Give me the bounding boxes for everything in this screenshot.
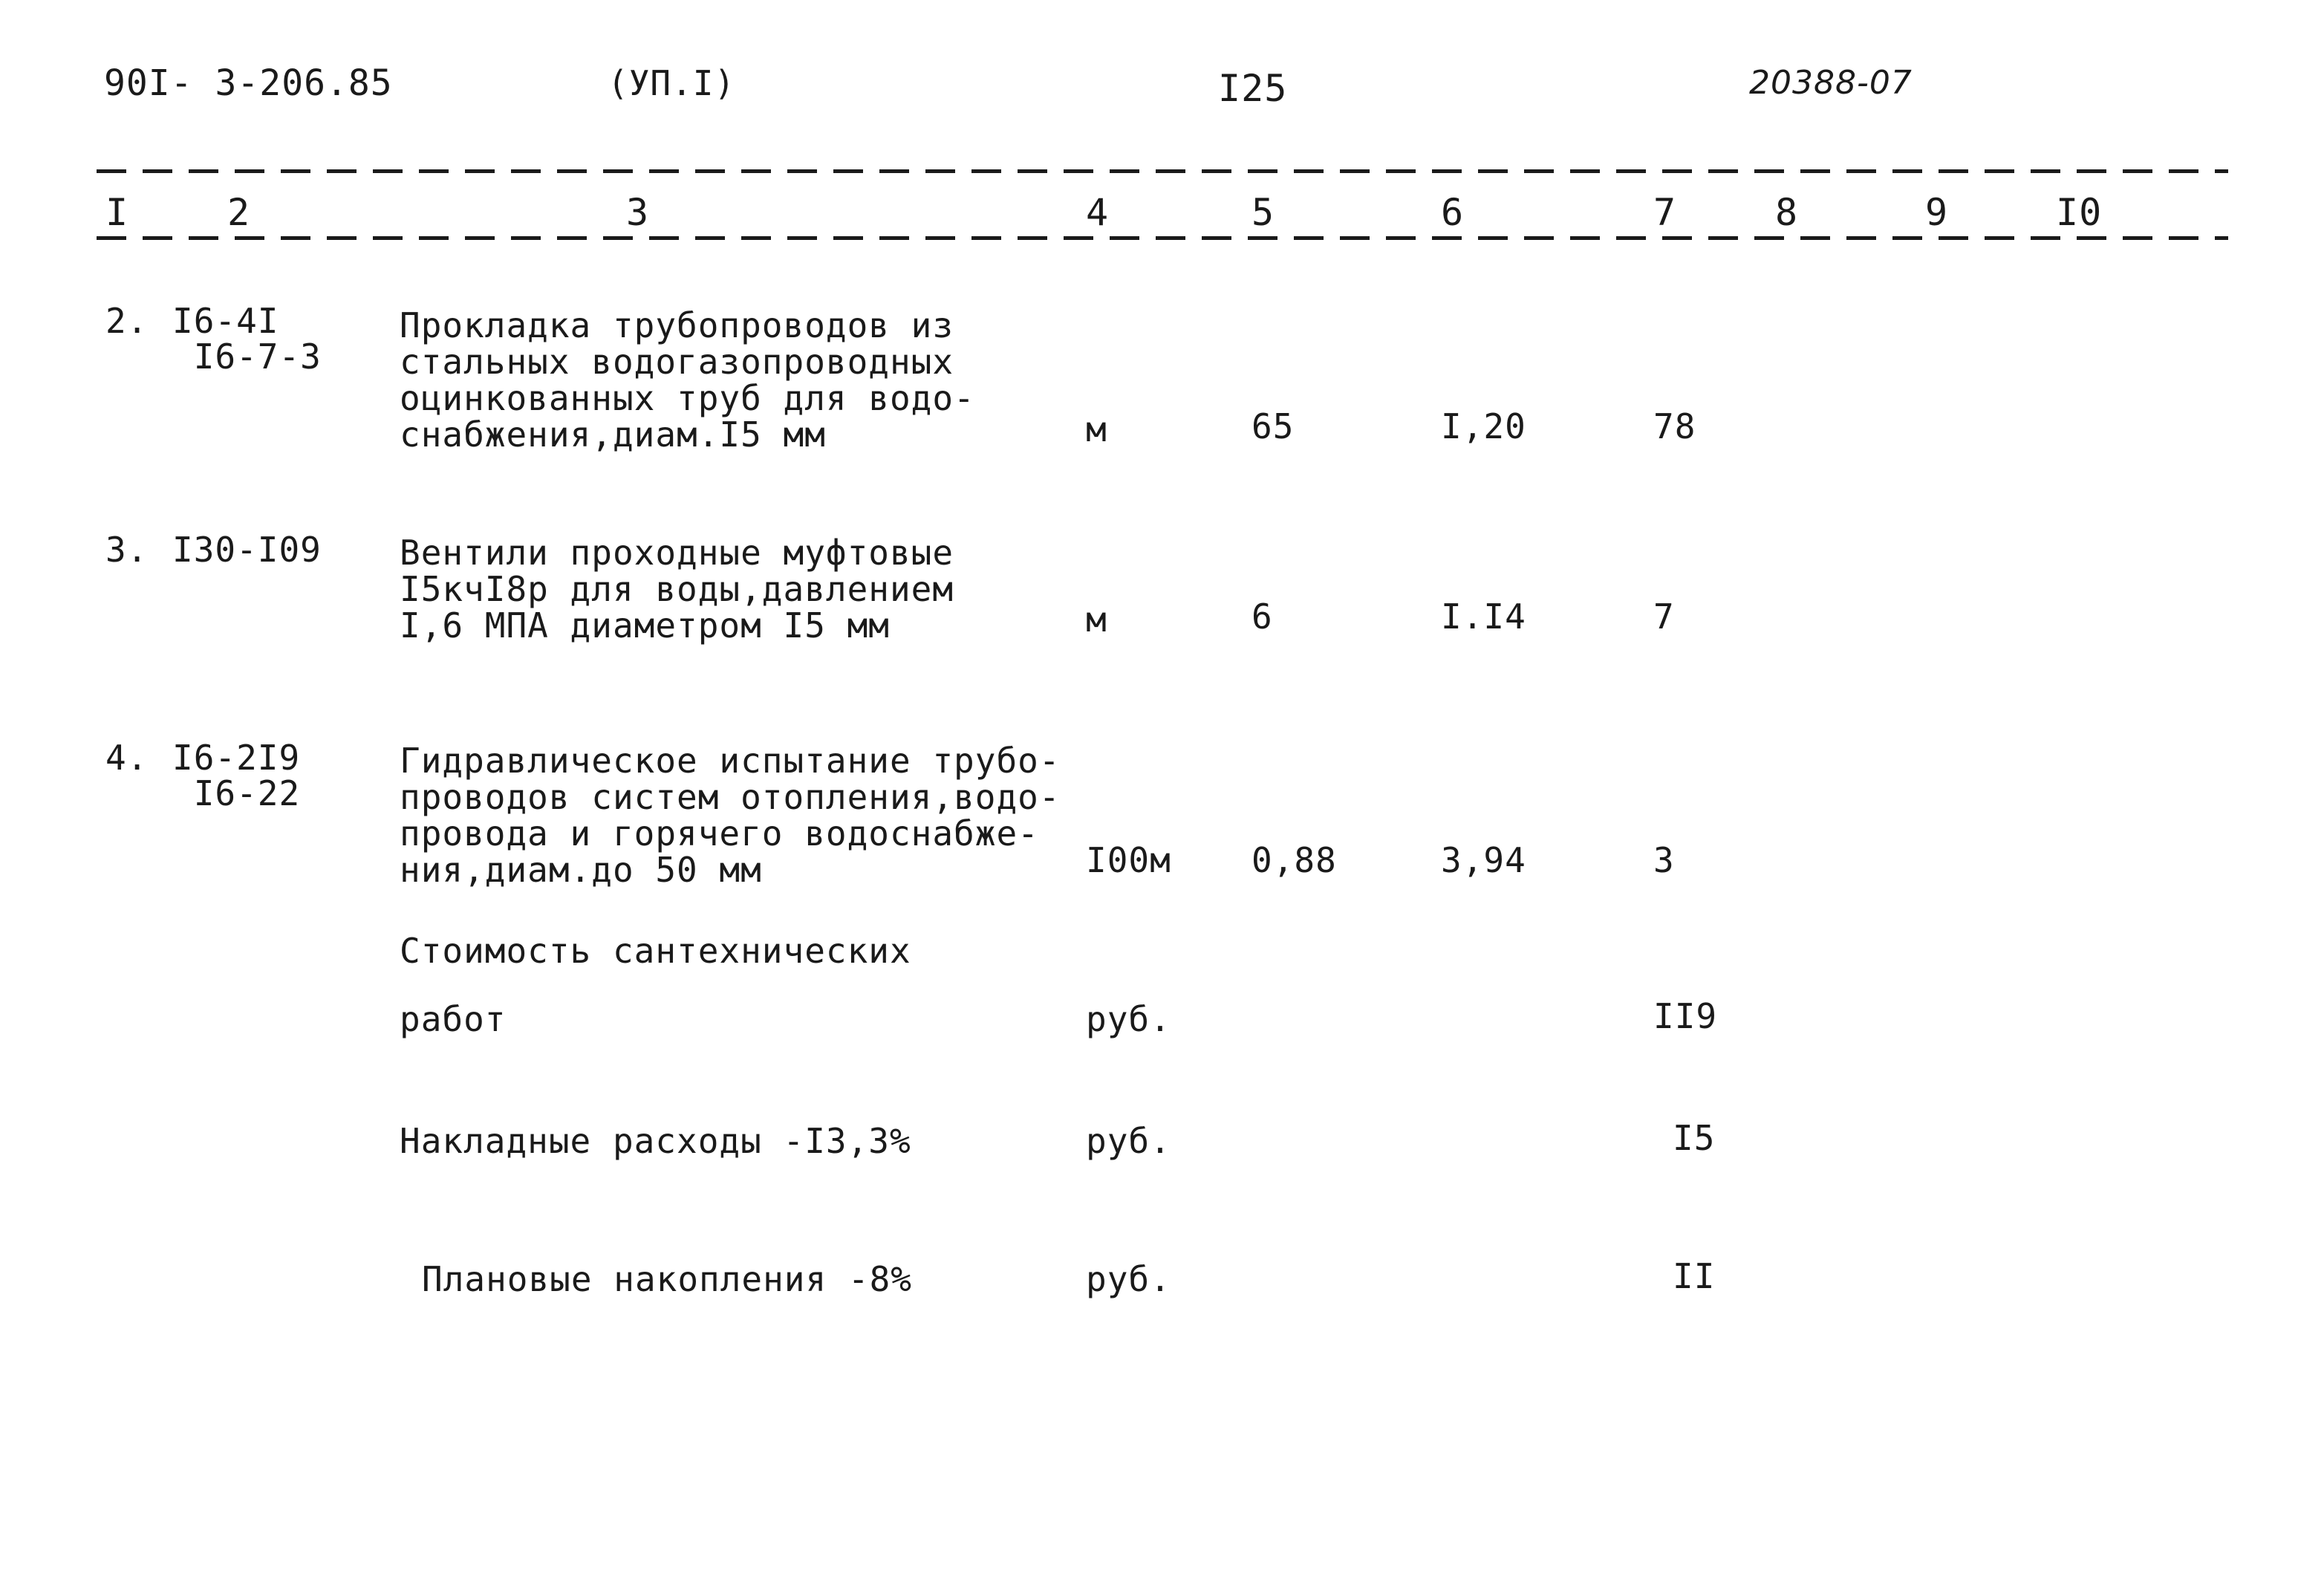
norm-codes: I6-4I I6-7-3 [172,301,322,377]
column-number: 4 [1086,191,1110,234]
page-number: I25 [1218,67,1288,110]
work-description: Вентили проходные муфтовые I5кчI8р для воды,давлением I,6 МПА диаметром I5 мм [400,533,954,646]
column-number: I [105,191,129,234]
works-cost-label: Стоимость сантехнических [400,931,911,971]
row-number: 4. [105,738,149,778]
column-number: 2 [227,191,251,234]
work-description: Гидравлическое испытание трубо- проводов систем отопления,водо- провода и горячего водоснабже- ния,диам.до 50 мм [400,741,1061,890]
top-dashed-rule [97,169,2228,173]
column-number: 7 [1653,191,1677,234]
total-cost: 7 [1653,596,1675,637]
works-cost-unit: руб. [1086,999,1171,1039]
works-cost-value: II9 [1653,996,1718,1036]
row-number: 2. [105,301,149,341]
quantity: 6 [1251,596,1273,637]
planned-savings-unit: руб. [1086,1259,1171,1299]
quantity: 0,88 [1251,840,1337,880]
works-cost-label-cont: работ [400,999,507,1039]
planned-savings-label: Плановые накопления -8% [422,1259,912,1299]
column-number: 5 [1251,191,1275,234]
row-number: 3. [105,530,149,570]
unit: м [1086,409,1107,449]
total-cost: 78 [1653,406,1696,446]
unit: I00м [1086,840,1171,880]
norm-codes: I30-I09 [172,530,322,570]
total-cost: 3 [1653,840,1675,880]
column-number: I0 [2056,191,2103,234]
norm-codes: I6-2I9 I6-22 [172,738,301,813]
overhead-label: Накладные расходы -I3,3% [400,1121,911,1161]
unit-price: I,20 [1441,406,1526,446]
column-number: 8 [1775,191,1799,234]
column-header-underline [97,236,2228,240]
unit-price: 3,94 [1441,840,1526,880]
column-number: 9 [1925,191,1949,234]
column-number: 3 [626,191,650,234]
planned-savings-value: II [1673,1256,1716,1296]
unit: м [1086,599,1107,640]
overhead-value: I5 [1673,1118,1716,1158]
archive-number: 20388-07 [1749,64,1913,102]
overhead-unit: руб. [1086,1121,1171,1161]
quantity: 65 [1251,406,1295,446]
album-reference: (УП.I) [608,63,736,103]
column-number: 6 [1441,191,1465,234]
unit-price: I.I4 [1441,596,1526,637]
doc-code: 90I- 3-206.85 [104,62,393,104]
work-description: Прокладка трубопроводов из стальных водогазопроводных оцинкованных труб для водо- снабжения,диам.I5 мм [400,305,975,455]
